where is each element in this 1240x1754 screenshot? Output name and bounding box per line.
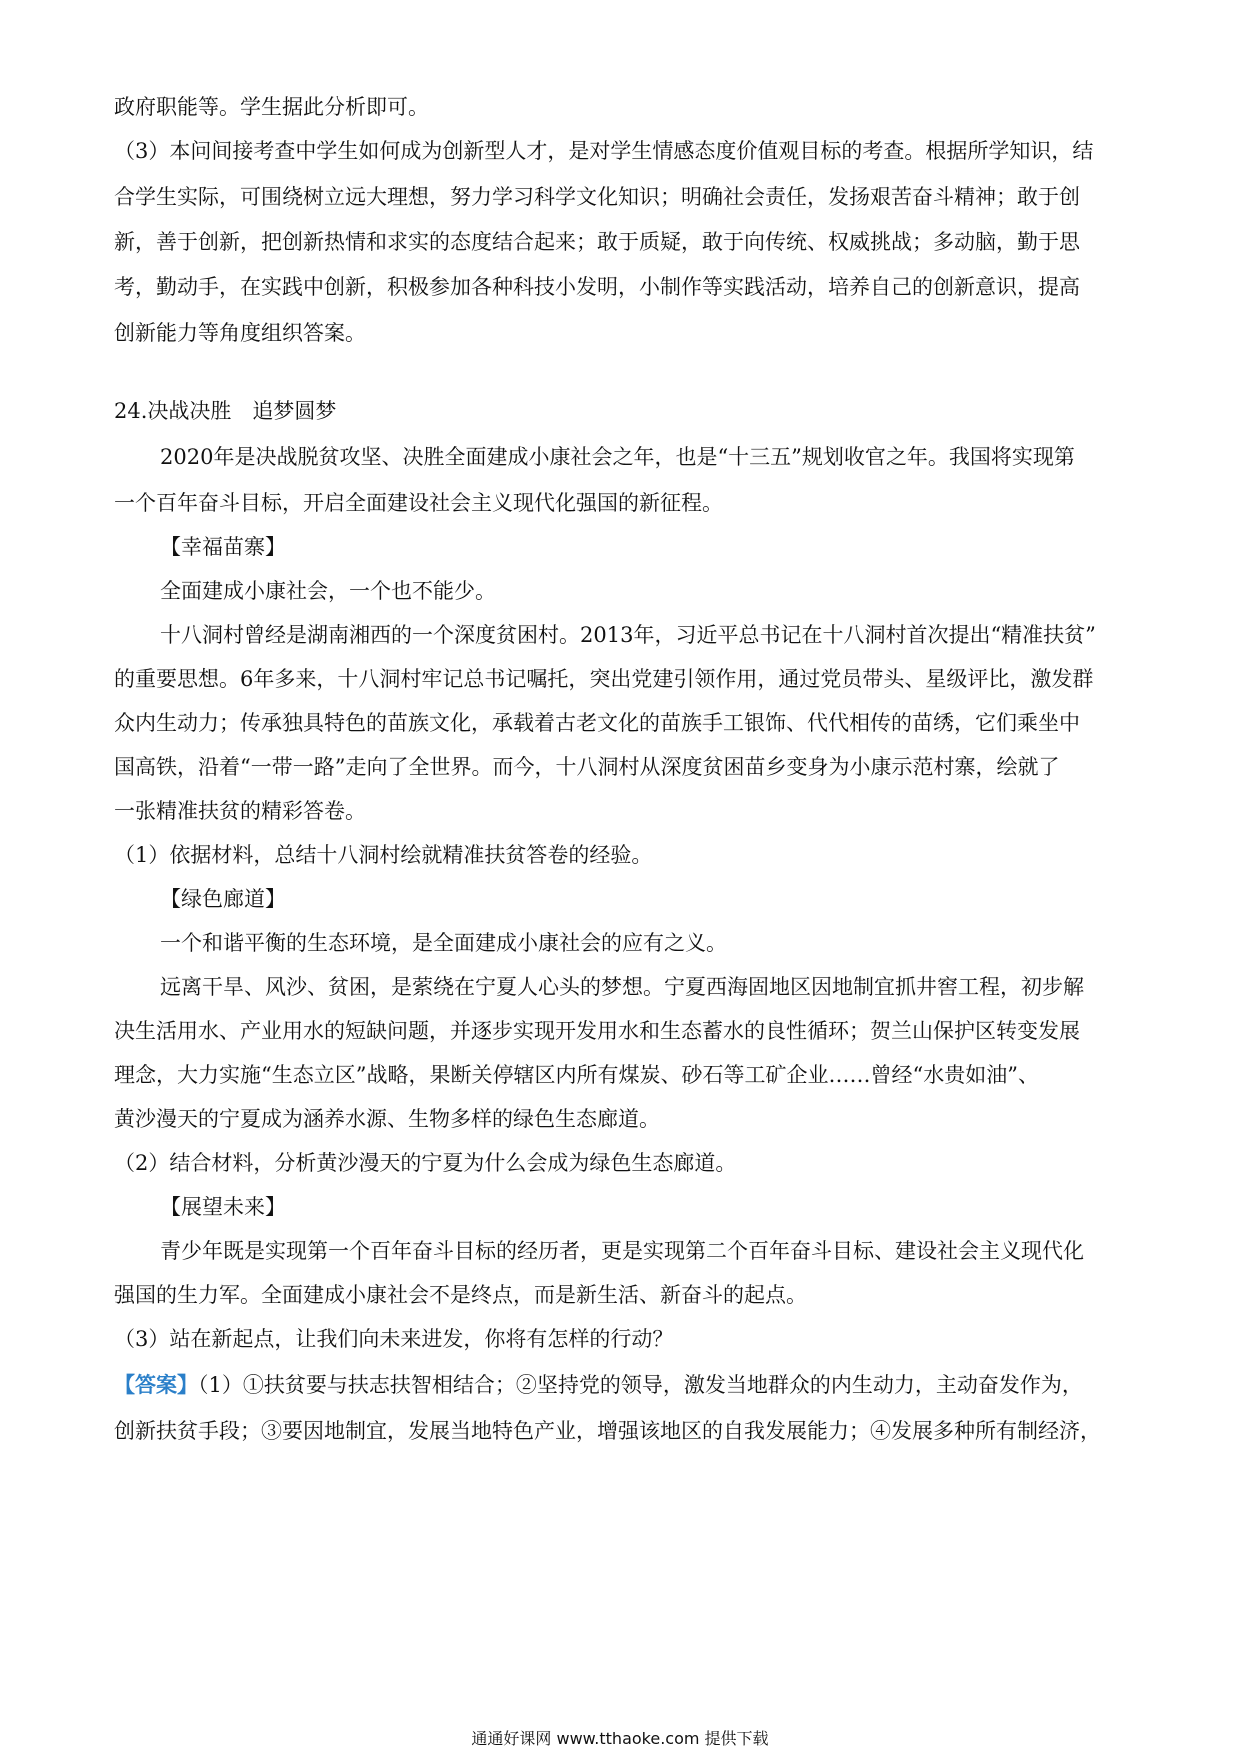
text-line: 青少年既是实现第一个百年奋斗目标的经历者，更是实现第二个百年奋斗目标、建设社会主义现代化 (160, 1239, 1084, 1263)
text-line: （3）本问间接考查中学生如何成为创新型人才，是对学生情感态度价值观目标的考查。根据所学知识，结 (114, 139, 1094, 163)
answer-label: 【答案】 (114, 1372, 198, 1397)
text-line: 2020年是决战脱贫攻坚、决胜全面建成小康社会之年，也是“十三五”规划收官之年。我国将实现第 (160, 445, 1075, 469)
answer-line: 创新扶贫手段；③要因地制宜，发展当地特色产业，增强该地区的自我发展能力；④发展多种所有制经济， (114, 1419, 1101, 1443)
question-title: 24.决战决胜 追梦圆梦 (114, 399, 337, 423)
page-footer: 通通好课网 www.tthaoke.com 提供下载 (471, 1729, 769, 1748)
section-heading: 【绿色廊道】 (160, 887, 286, 911)
text-line: 政府职能等。学生据此分析即可。 (114, 95, 429, 119)
section-heading: 【展望未来】 (160, 1195, 286, 1219)
text-line: 创新能力等角度组织答案。 (114, 321, 366, 345)
section-heading: 【幸福苗寨】 (160, 535, 286, 559)
text-line: 新，善于创新，把创新热情和求实的态度结合起来；敢于质疑，敢于向传统、权威挑战；多动脑，勤于思 (114, 230, 1080, 254)
text-line: 理念，大力实施“生态立区”战略，果断关停辖区内所有煤炭、砂石等工矿企业……曾经“水贵如油”、 (114, 1063, 1039, 1087)
question-line: （1）依据材料，总结十八洞村绘就精准扶贫答卷的经验。 (114, 843, 653, 867)
text-line: 众内生动力；传承独具特色的苗族文化，承载着古老文化的苗族手工银饰、代代相传的苗绣，它们乘坐中 (114, 711, 1080, 735)
text-line: 决生活用水、产业用水的短缺问题，并逐步实现开发用水和生态蓄水的良性循环；贺兰山保护区转变发展 (114, 1019, 1080, 1043)
text-line: 一张精准扶贫的精彩答卷。 (114, 799, 366, 823)
text-line: 考，勤动手，在实践中创新，积极参加各种科技小发明，小制作等实践活动，培养自己的创新意识，提高 (114, 275, 1080, 299)
question-line: （2）结合材料，分析黄沙漫天的宁夏为什么会成为绿色生态廊道。 (114, 1151, 737, 1175)
text-line: 黄沙漫天的宁夏成为涵养水源、生物多样的绿色生态廊道。 (114, 1107, 660, 1131)
answer-line (114, 1370, 1134, 1400)
question-line: （3）站在新起点，让我们向未来进发，你将有怎样的行动？ (114, 1327, 674, 1351)
text-line: 合学生实际，可围绕树立远大理想，努力学习科学文化知识；明确社会责任，发扬艰苦奋斗精神；敢于创 (114, 185, 1080, 209)
text-line: 十八洞村曾经是湖南湘西的一个深度贫困村。2013年，习近平总书记在十八洞村首次提出“精准扶贫” (160, 623, 1096, 647)
text-line: 远离干旱、风沙、贫困，是萦绕在宁夏人心头的梦想。宁夏西海固地区因地制宜抓井窖工程，初步解 (160, 975, 1084, 999)
text-line: 强国的生力军。全面建成小康社会不是终点，而是新生活、新奋斗的起点。 (114, 1283, 807, 1307)
text-line: 的重要思想。6年多来，十八洞村牢记总书记嘱托，突出党建引领作用，通过党员带头、星级评比，激发群 (114, 667, 1094, 691)
text-line: 国高铁，沿着“一带一路”走向了全世界。而今，十八洞村从深度贫困苗乡变身为小康示范村寨，绘就了 (114, 755, 1060, 779)
text-line: 全面建成小康社会，一个也不能少。 (160, 579, 496, 603)
answer-text: （1）①扶贫要与扶志扶智相结合；②坚持党的领导，激发当地群众的内生动力，主动奋发作为， (198, 1373, 1083, 1397)
text-line: 一个百年奋斗目标，开启全面建设社会主义现代化强国的新征程。 (114, 491, 723, 515)
text-line: 一个和谐平衡的生态环境，是全面建成小康社会的应有之义。 (160, 931, 727, 955)
